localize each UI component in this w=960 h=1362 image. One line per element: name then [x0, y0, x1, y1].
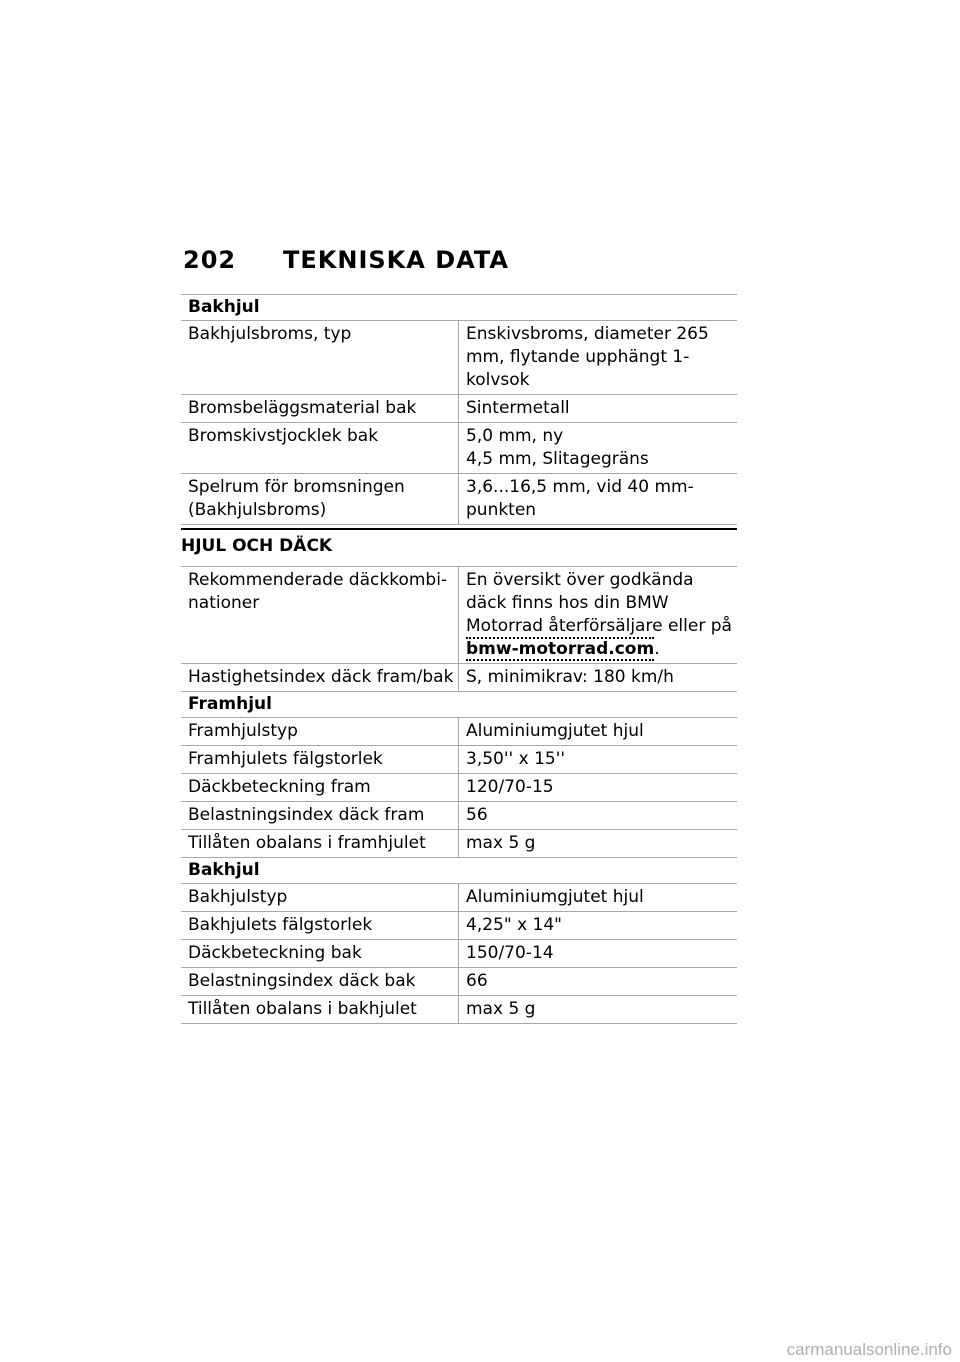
table-row	[181, 968, 737, 996]
row-label: Spelrum för bromsningen (Bakhjulsbroms)	[181, 474, 459, 524]
row-value: 4,25" x 14"	[466, 915, 562, 935]
table-row	[181, 566, 737, 664]
table-row	[181, 912, 737, 940]
row-label: Tillåten obalans i framhjulet	[181, 830, 459, 857]
page-title: TEKNISKA DATA	[283, 246, 509, 274]
table-row	[181, 423, 737, 474]
row-label: Hastighetsindex däck fram/bak	[181, 664, 459, 691]
dealer-link[interactable]: bmw-motorrad.com	[466, 639, 655, 659]
row-label: Framhjulets fälgstorlek	[181, 746, 459, 773]
watermark: carmanualsonline.info	[786, 1340, 952, 1359]
row-label: Tillåten obalans i bakhjulet	[181, 996, 459, 1023]
table-row	[181, 664, 737, 692]
row-value: Aluminiumgjutet hjul	[466, 721, 644, 741]
row-value: Sintermetall	[466, 398, 570, 418]
table-row	[181, 718, 737, 746]
table-row	[181, 996, 737, 1024]
row-value: 150/70-14	[466, 943, 554, 963]
row-label: Bakhjulets fälgstorlek	[181, 912, 459, 939]
row-label: Framhjulstyp	[181, 718, 459, 745]
row-label: Belastningsindex däck fram	[181, 802, 459, 829]
row-label: Bromskivstjocklek bak	[181, 423, 459, 473]
section-title: HJUL OCH DÄCK	[181, 528, 737, 566]
row-label: Rekommenderade däckkombi-nationer	[181, 567, 459, 663]
front-wheel-subhead: Framhjul	[181, 692, 737, 718]
row-value: 3,6...16,5 mm, vid 40 mm-punkten	[466, 477, 694, 520]
row-value: 66	[466, 971, 488, 991]
row-label: Däckbeteckning fram	[181, 774, 459, 801]
wheels-tires-table	[181, 528, 737, 1024]
table-row	[181, 830, 737, 858]
link-suffix: .	[654, 639, 660, 659]
rear-wheel-subhead: Bakhjul	[181, 858, 737, 884]
row-value: max 5 g	[466, 999, 536, 1019]
row-value: 56	[466, 805, 488, 825]
table-row	[181, 774, 737, 802]
row-value: max 5 g	[466, 833, 536, 853]
row-label: Bakhjulstyp	[181, 884, 459, 911]
table-row	[181, 395, 737, 423]
page-number: 202	[183, 246, 237, 274]
row-value	[459, 423, 737, 473]
table-row	[181, 474, 737, 525]
table-row	[181, 802, 737, 830]
row-value: S, minimikrav: 180 km/h	[466, 667, 674, 687]
row-value	[459, 567, 737, 663]
row-label: Belastningsindex däck bak	[181, 968, 459, 995]
row-value: 3,50'' x 15''	[466, 749, 566, 769]
table-row	[181, 746, 737, 774]
row-value: Enskivsbroms, diameter 265 mm, flytande upphängt 1-kolvsok	[466, 324, 709, 390]
table-row	[181, 884, 737, 912]
value-line: 5,0 mm, ny	[466, 426, 564, 446]
value-text: En översikt över godkända däck finns hos din BMW Motorrad återförsäljare eller på	[466, 570, 732, 636]
value-line: 4,5 mm, Slitagegräns	[466, 449, 649, 469]
row-value: 120/70-15	[466, 777, 554, 797]
row-label: Bromsbeläggsmaterial bak	[181, 395, 459, 422]
row-label: Däckbeteckning bak	[181, 940, 459, 967]
rear-brake-subhead: Bakhjul	[181, 295, 737, 321]
rear-brake-table	[181, 294, 737, 525]
table-row	[181, 321, 737, 395]
row-label: Bakhjulsbroms, typ	[181, 321, 459, 394]
row-value: Aluminiumgjutet hjul	[466, 887, 644, 907]
table-row	[181, 940, 737, 968]
page-header	[183, 246, 509, 274]
